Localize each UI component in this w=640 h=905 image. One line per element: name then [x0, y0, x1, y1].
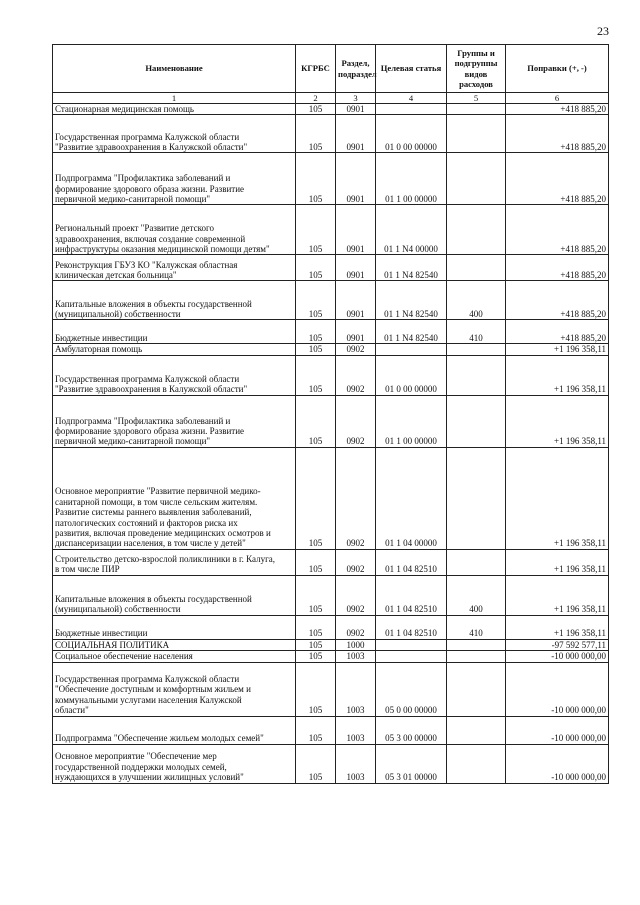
row-name: Подпрограмма "Обеспечение жильем молодых семей" — [53, 716, 296, 744]
row-kgrbs: 105 — [296, 153, 336, 205]
header-expense-groups: Группы и подгруппы видов расходов — [447, 45, 506, 93]
row-amount: -10 000 000,00 — [506, 651, 609, 662]
row-name: СОЦИАЛЬНАЯ ПОЛИТИКА — [53, 639, 296, 650]
row-razdel: 1003 — [336, 744, 376, 783]
row-razdel: 1003 — [336, 651, 376, 662]
row-vid — [447, 115, 506, 153]
row-amount: +418 885,20 — [506, 255, 609, 281]
page-number: 23 — [597, 24, 609, 38]
table-row — [53, 639, 609, 650]
table-header-row — [53, 45, 609, 93]
row-razdel: 0901 — [336, 104, 376, 115]
row-vid — [447, 651, 506, 662]
row-vid: 400 — [447, 575, 506, 615]
row-target — [376, 344, 447, 355]
column-number: 5 — [447, 93, 506, 104]
row-amount: +1 196 358,11 — [506, 395, 609, 447]
row-razdel: 0902 — [336, 575, 376, 615]
row-amount: +1 196 358,11 — [506, 355, 609, 395]
header-kgrbs: КГРБС — [296, 45, 336, 93]
row-name: Подпрограмма "Профилактика заболеваний и формирование здорового образа жизни. Развитие первичной медико-санитарной помощи" — [53, 395, 296, 447]
row-razdel: 0902 — [336, 447, 376, 549]
row-kgrbs: 105 — [296, 549, 336, 575]
row-amount: +1 196 358,11 — [506, 575, 609, 615]
row-target: 01 1 04 82510 — [376, 615, 447, 639]
row-vid — [447, 549, 506, 575]
table-row — [53, 716, 609, 744]
row-kgrbs: 105 — [296, 255, 336, 281]
row-amount: +1 196 358,11 — [506, 549, 609, 575]
row-kgrbs: 105 — [296, 355, 336, 395]
table-row — [53, 651, 609, 662]
row-kgrbs: 105 — [296, 320, 336, 344]
row-name: Реконструкция ГБУЗ КО "Калужская областная клиническая детская больница" — [53, 255, 296, 281]
column-number: 4 — [376, 93, 447, 104]
row-vid — [447, 344, 506, 355]
row-razdel: 0901 — [336, 115, 376, 153]
row-kgrbs: 105 — [296, 447, 336, 549]
row-amount: +418 885,20 — [506, 320, 609, 344]
row-amount: -97 592 577,11 — [506, 639, 609, 650]
table-row — [53, 662, 609, 716]
header-amendments: Поправки (+, -) — [506, 45, 609, 93]
row-kgrbs: 105 — [296, 395, 336, 447]
table-row — [53, 115, 609, 153]
row-razdel: 0901 — [336, 320, 376, 344]
row-razdel: 0901 — [336, 255, 376, 281]
row-name: Государственная программа Калужской области "Развитие здравоохранения в Калужской области" — [53, 115, 296, 153]
header-name: Наименование — [53, 45, 296, 93]
row-amount: -10 000 000,00 — [506, 716, 609, 744]
table-row — [53, 615, 609, 639]
row-razdel: 0902 — [336, 395, 376, 447]
row-name: Государственная программа Калужской области "Развитие здравоохранения в Калужской области" — [53, 355, 296, 395]
row-kgrbs: 105 — [296, 575, 336, 615]
row-name: Государственная программа Калужской области "Обеспечение доступным и комфортным жильем и коммунальными услугами населения Калужской области" — [53, 662, 296, 716]
row-razdel: 0902 — [336, 355, 376, 395]
row-vid — [447, 104, 506, 115]
row-amount: +418 885,20 — [506, 281, 609, 320]
row-kgrbs: 105 — [296, 115, 336, 153]
table-row — [53, 320, 609, 344]
row-vid — [447, 639, 506, 650]
row-amount: -10 000 000,00 — [506, 662, 609, 716]
row-razdel: 1003 — [336, 662, 376, 716]
row-name: Региональный проект "Развитие детского здравоохранения, включая создание современной инфраструктуры оказания медицинской помощи детям" — [53, 205, 296, 255]
column-number: 3 — [336, 93, 376, 104]
row-amount: +418 885,20 — [506, 104, 609, 115]
row-name: Основное мероприятие "Развитие первичной медико- санитарной помощи, в том числе сельским жителям. Развитие системы раннего выявления заболеваний, патологических состояний и факторов риска их развития, включая проведение медицинских осмотров и диспансеризации населения, в том числе у детей" — [53, 447, 296, 549]
row-razdel: 0902 — [336, 549, 376, 575]
row-kgrbs: 105 — [296, 651, 336, 662]
row-razdel: 0901 — [336, 153, 376, 205]
table-row — [53, 549, 609, 575]
table-row — [53, 395, 609, 447]
column-number: 6 — [506, 93, 609, 104]
row-vid — [447, 255, 506, 281]
table-row — [53, 255, 609, 281]
row-target — [376, 104, 447, 115]
row-razdel: 0901 — [336, 281, 376, 320]
row-name: Капитальные вложения в объекты государственной (муниципальной) собственности — [53, 281, 296, 320]
row-target — [376, 651, 447, 662]
row-amount: -10 000 000,00 — [506, 744, 609, 783]
table-row — [53, 344, 609, 355]
row-target: 01 1 N4 82540 — [376, 281, 447, 320]
table-row — [53, 104, 609, 115]
table-row — [53, 447, 609, 549]
table-row — [53, 153, 609, 205]
row-amount: +418 885,20 — [506, 153, 609, 205]
row-target: 01 1 04 82510 — [376, 575, 447, 615]
row-vid: 410 — [447, 615, 506, 639]
row-kgrbs: 105 — [296, 615, 336, 639]
row-target — [376, 639, 447, 650]
row-amount: +1 196 358,11 — [506, 447, 609, 549]
row-target: 01 1 N4 82540 — [376, 320, 447, 344]
row-target: 05 0 00 00000 — [376, 662, 447, 716]
row-vid — [447, 153, 506, 205]
row-kgrbs: 105 — [296, 744, 336, 783]
header-target-article: Целевая статья — [376, 45, 447, 93]
row-target: 05 3 00 00000 — [376, 716, 447, 744]
column-number-row — [53, 93, 609, 104]
row-razdel: 1003 — [336, 716, 376, 744]
row-vid — [447, 744, 506, 783]
row-name: Бюджетные инвестиции — [53, 615, 296, 639]
row-target: 01 1 04 00000 — [376, 447, 447, 549]
row-kgrbs: 105 — [296, 205, 336, 255]
column-number: 1 — [53, 93, 296, 104]
row-vid: 400 — [447, 281, 506, 320]
row-kgrbs: 105 — [296, 344, 336, 355]
row-name: Социальное обеспечение населения — [53, 651, 296, 662]
row-target: 01 1 04 82510 — [376, 549, 447, 575]
row-name: Стационарная медицинская помощь — [53, 104, 296, 115]
row-vid — [447, 447, 506, 549]
row-razdel: 0902 — [336, 344, 376, 355]
row-razdel: 1000 — [336, 639, 376, 650]
row-target: 01 0 00 00000 — [376, 355, 447, 395]
header-razdel: Раздел, подраздел — [336, 45, 376, 93]
row-kgrbs: 105 — [296, 662, 336, 716]
table-row — [53, 355, 609, 395]
row-amount: +1 196 358,11 — [506, 615, 609, 639]
row-name: Бюджетные инвестиции — [53, 320, 296, 344]
row-target: 01 1 N4 00000 — [376, 205, 447, 255]
row-vid — [447, 662, 506, 716]
row-razdel: 0901 — [336, 205, 376, 255]
row-amount: +1 196 358,11 — [506, 344, 609, 355]
row-name: Основное мероприятие "Обеспечение мер государственной поддержки молодых семей, нуждающихся в улучшении жилищных условий" — [53, 744, 296, 783]
row-target: 01 1 N4 82540 — [376, 255, 447, 281]
budget-amendments-table — [52, 44, 609, 784]
column-number: 2 — [296, 93, 336, 104]
row-target: 01 1 00 00000 — [376, 395, 447, 447]
row-kgrbs: 105 — [296, 104, 336, 115]
row-name: Амбулаторная помощь — [53, 344, 296, 355]
row-kgrbs: 105 — [296, 639, 336, 650]
row-kgrbs: 105 — [296, 716, 336, 744]
table-row — [53, 281, 609, 320]
row-name: Строительство детско-взрослой поликлиники в г. Калуга, в том числе ПИР — [53, 549, 296, 575]
row-vid: 410 — [447, 320, 506, 344]
row-amount: +418 885,20 — [506, 205, 609, 255]
row-vid — [447, 205, 506, 255]
table-row — [53, 744, 609, 783]
row-kgrbs: 105 — [296, 281, 336, 320]
row-vid — [447, 395, 506, 447]
table-row — [53, 575, 609, 615]
row-target: 01 0 00 00000 — [376, 115, 447, 153]
table-row — [53, 205, 609, 255]
row-vid — [447, 355, 506, 395]
row-name: Капитальные вложения в объекты государственной (муниципальной) собственности — [53, 575, 296, 615]
row-amount: +418 885,20 — [506, 115, 609, 153]
row-name: Подпрограмма "Профилактика заболеваний и формирование здорового образа жизни. Развитие первичной медико-санитарной помощи" — [53, 153, 296, 205]
row-target: 01 1 00 00000 — [376, 153, 447, 205]
row-razdel: 0902 — [336, 615, 376, 639]
row-vid — [447, 716, 506, 744]
row-target: 05 3 01 00000 — [376, 744, 447, 783]
